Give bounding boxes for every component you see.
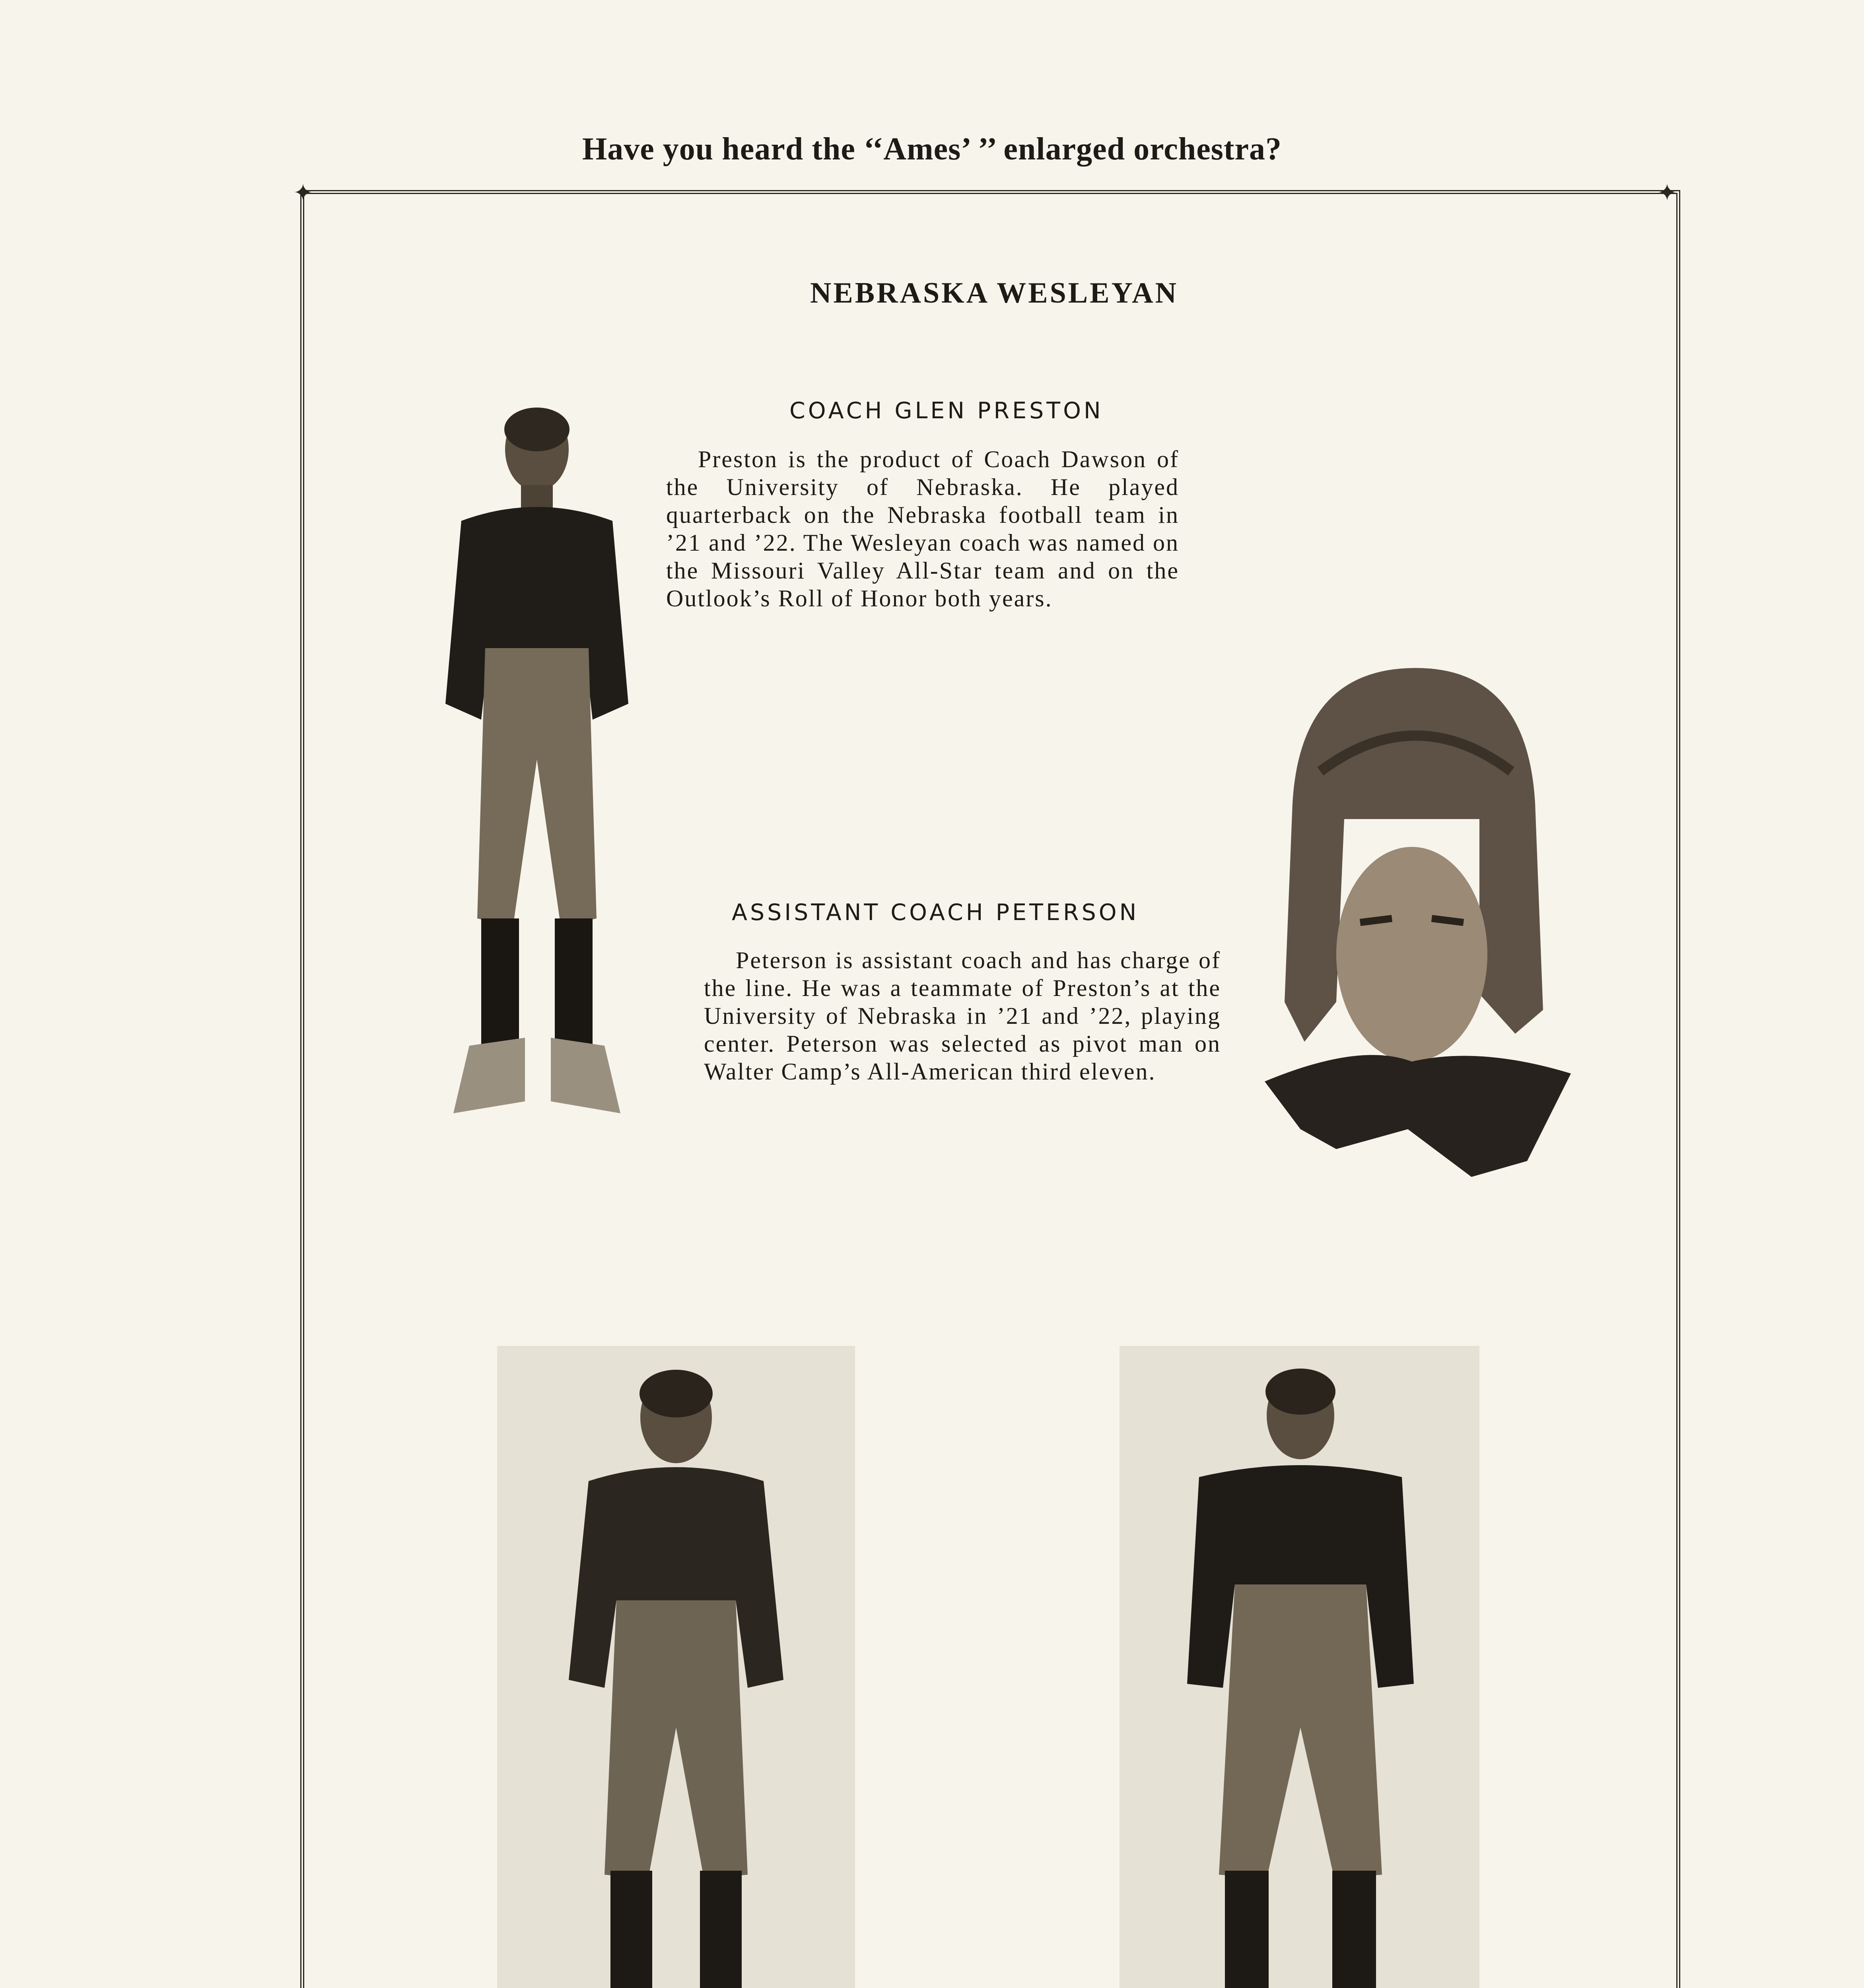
page-title: NEBRASKA WESLEYAN (810, 277, 1179, 309)
coach-bio: Preston is the product of Coach Dawson of the University of Nebraska. He played quarterback on the Nebraska football team in ’21 and ’22. The Wesleyan coach was named on the Missouri Valley All-Star team and on the Outlook’s Roll of Honor both years. (666, 446, 1179, 612)
assistant-coach-heading: ASSISTANT COACH PETERSON (732, 899, 1139, 926)
border-corner-ornament: ✦ (293, 179, 313, 207)
player-photo-ralph-hurlbut (497, 1346, 855, 1988)
coach-preston-photo (406, 402, 668, 1117)
border-corner-ornament: ✦ (1657, 179, 1677, 207)
coach-heading: COACH GLEN PRESTON (789, 398, 1104, 424)
player-photo-earl-raitt (1120, 1346, 1479, 1988)
header-advertisement: Have you heard the ‘‘Ames’ ’’ enlarged orchestra? (582, 132, 1282, 167)
assistant-coach-bio: Peterson is assistant coach and has charge of the line. He was a teammate of Preston’s at the University of Nebraska in ’21 and ’22, playing center. Peterson was selected as pivot man on Walter Camp’s All-American third eleven. (704, 947, 1221, 1085)
assistant-coach-peterson-portrait (1241, 652, 1579, 1177)
